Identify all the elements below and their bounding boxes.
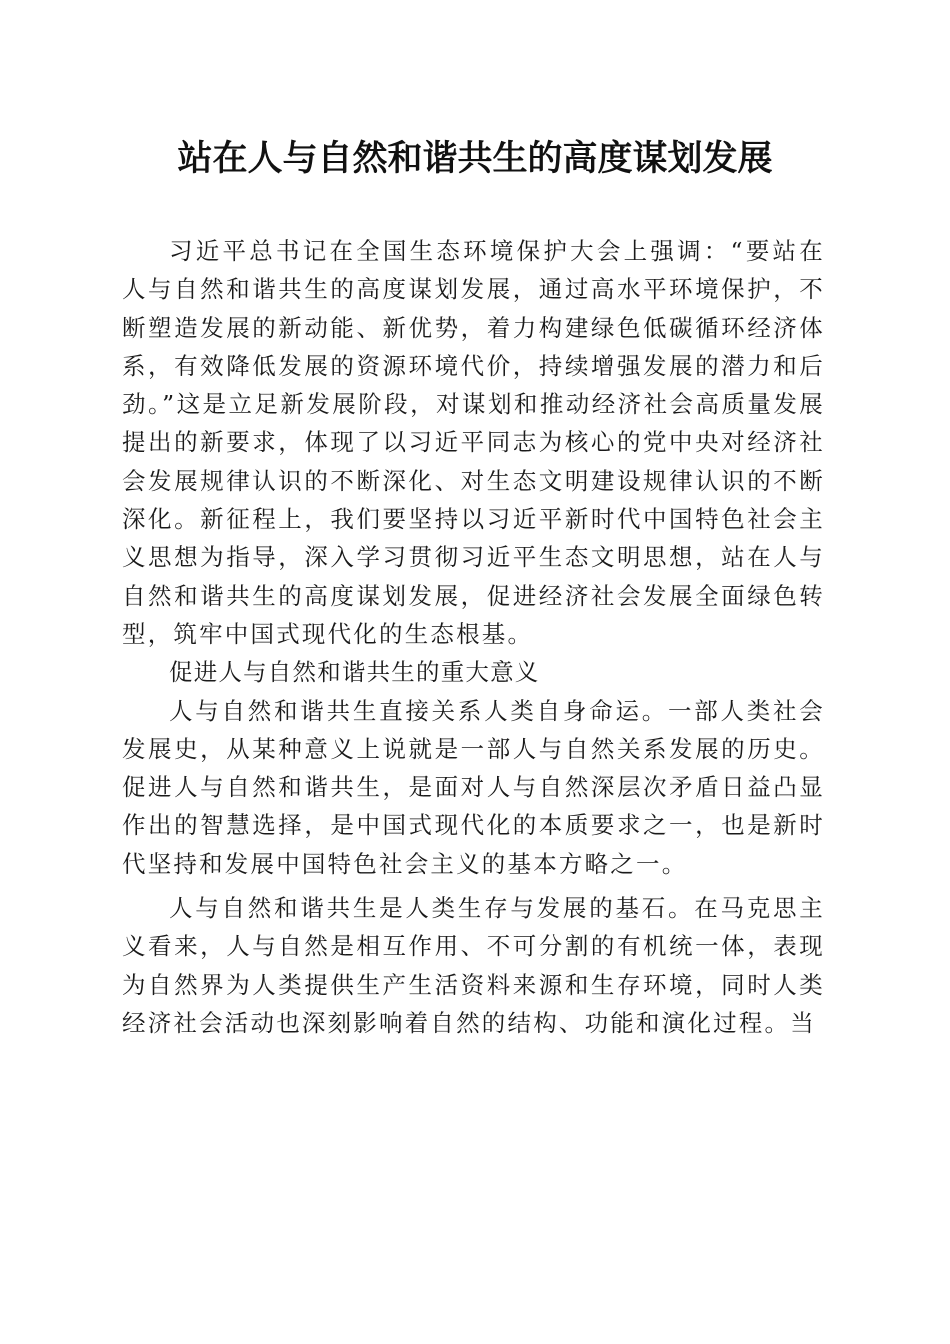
document-body	[122, 232, 825, 1042]
paragraph-foundation: 人与自然和谐共生是人类生存与发展的基石。在马克思主义看来，人与自然是相互作用、不可分割的有机统一体，表现为自然界为人类提供生产生活资料来源和生存环境，同时人类经济社会活动也深刻影响着自然的结构、功能和演化过程。当	[122, 894, 825, 1037]
paragraph-significance: 人与自然和谐共生直接关系人类自身命运。一部人类社会发展史，从某种意义上说就是一部人与自然关系发展的历史。促进人与自然和谐共生，是面对人与自然深层次矛盾日益凸显作出的智慧选择，是中国式现代化的本质要求之一，也是新时代坚持和发展中国特色社会主义的基本方略之一。	[122, 696, 825, 878]
paragraph-intro: 习近平总书记在全国生态环境保护大会上强调：“要站在人与自然和谐共生的高度谋划发展，通过高水平环境保护，不断塑造发展的新动能、新优势，着力构建绿色低碳循环经济体系，有效降低发展的资源环境代价，持续增强发展的潜力和后劲。”这是立足新发展阶段，对谋划和推动经济社会高质量发展提出的新要求，体现了以习近平同志为核心的党中央对经济社会发展规律认识的不断深化、对生态文明建设规律认识的不断深化。新征程上，我们要坚持以习近平新时代中国特色社会主义思想为指导，深入学习贯彻习近平生态文明思想，站在人与自然和谐共生的高度谋划发展，促进经济社会发展全面绿色转型，筑牢中国式现代化的生态根基。	[122, 237, 825, 648]
section-heading: 促进人与自然和谐共生的重大意义	[169, 658, 540, 687]
document-title: 站在人与自然和谐共生的高度谋划发展	[177, 138, 773, 179]
